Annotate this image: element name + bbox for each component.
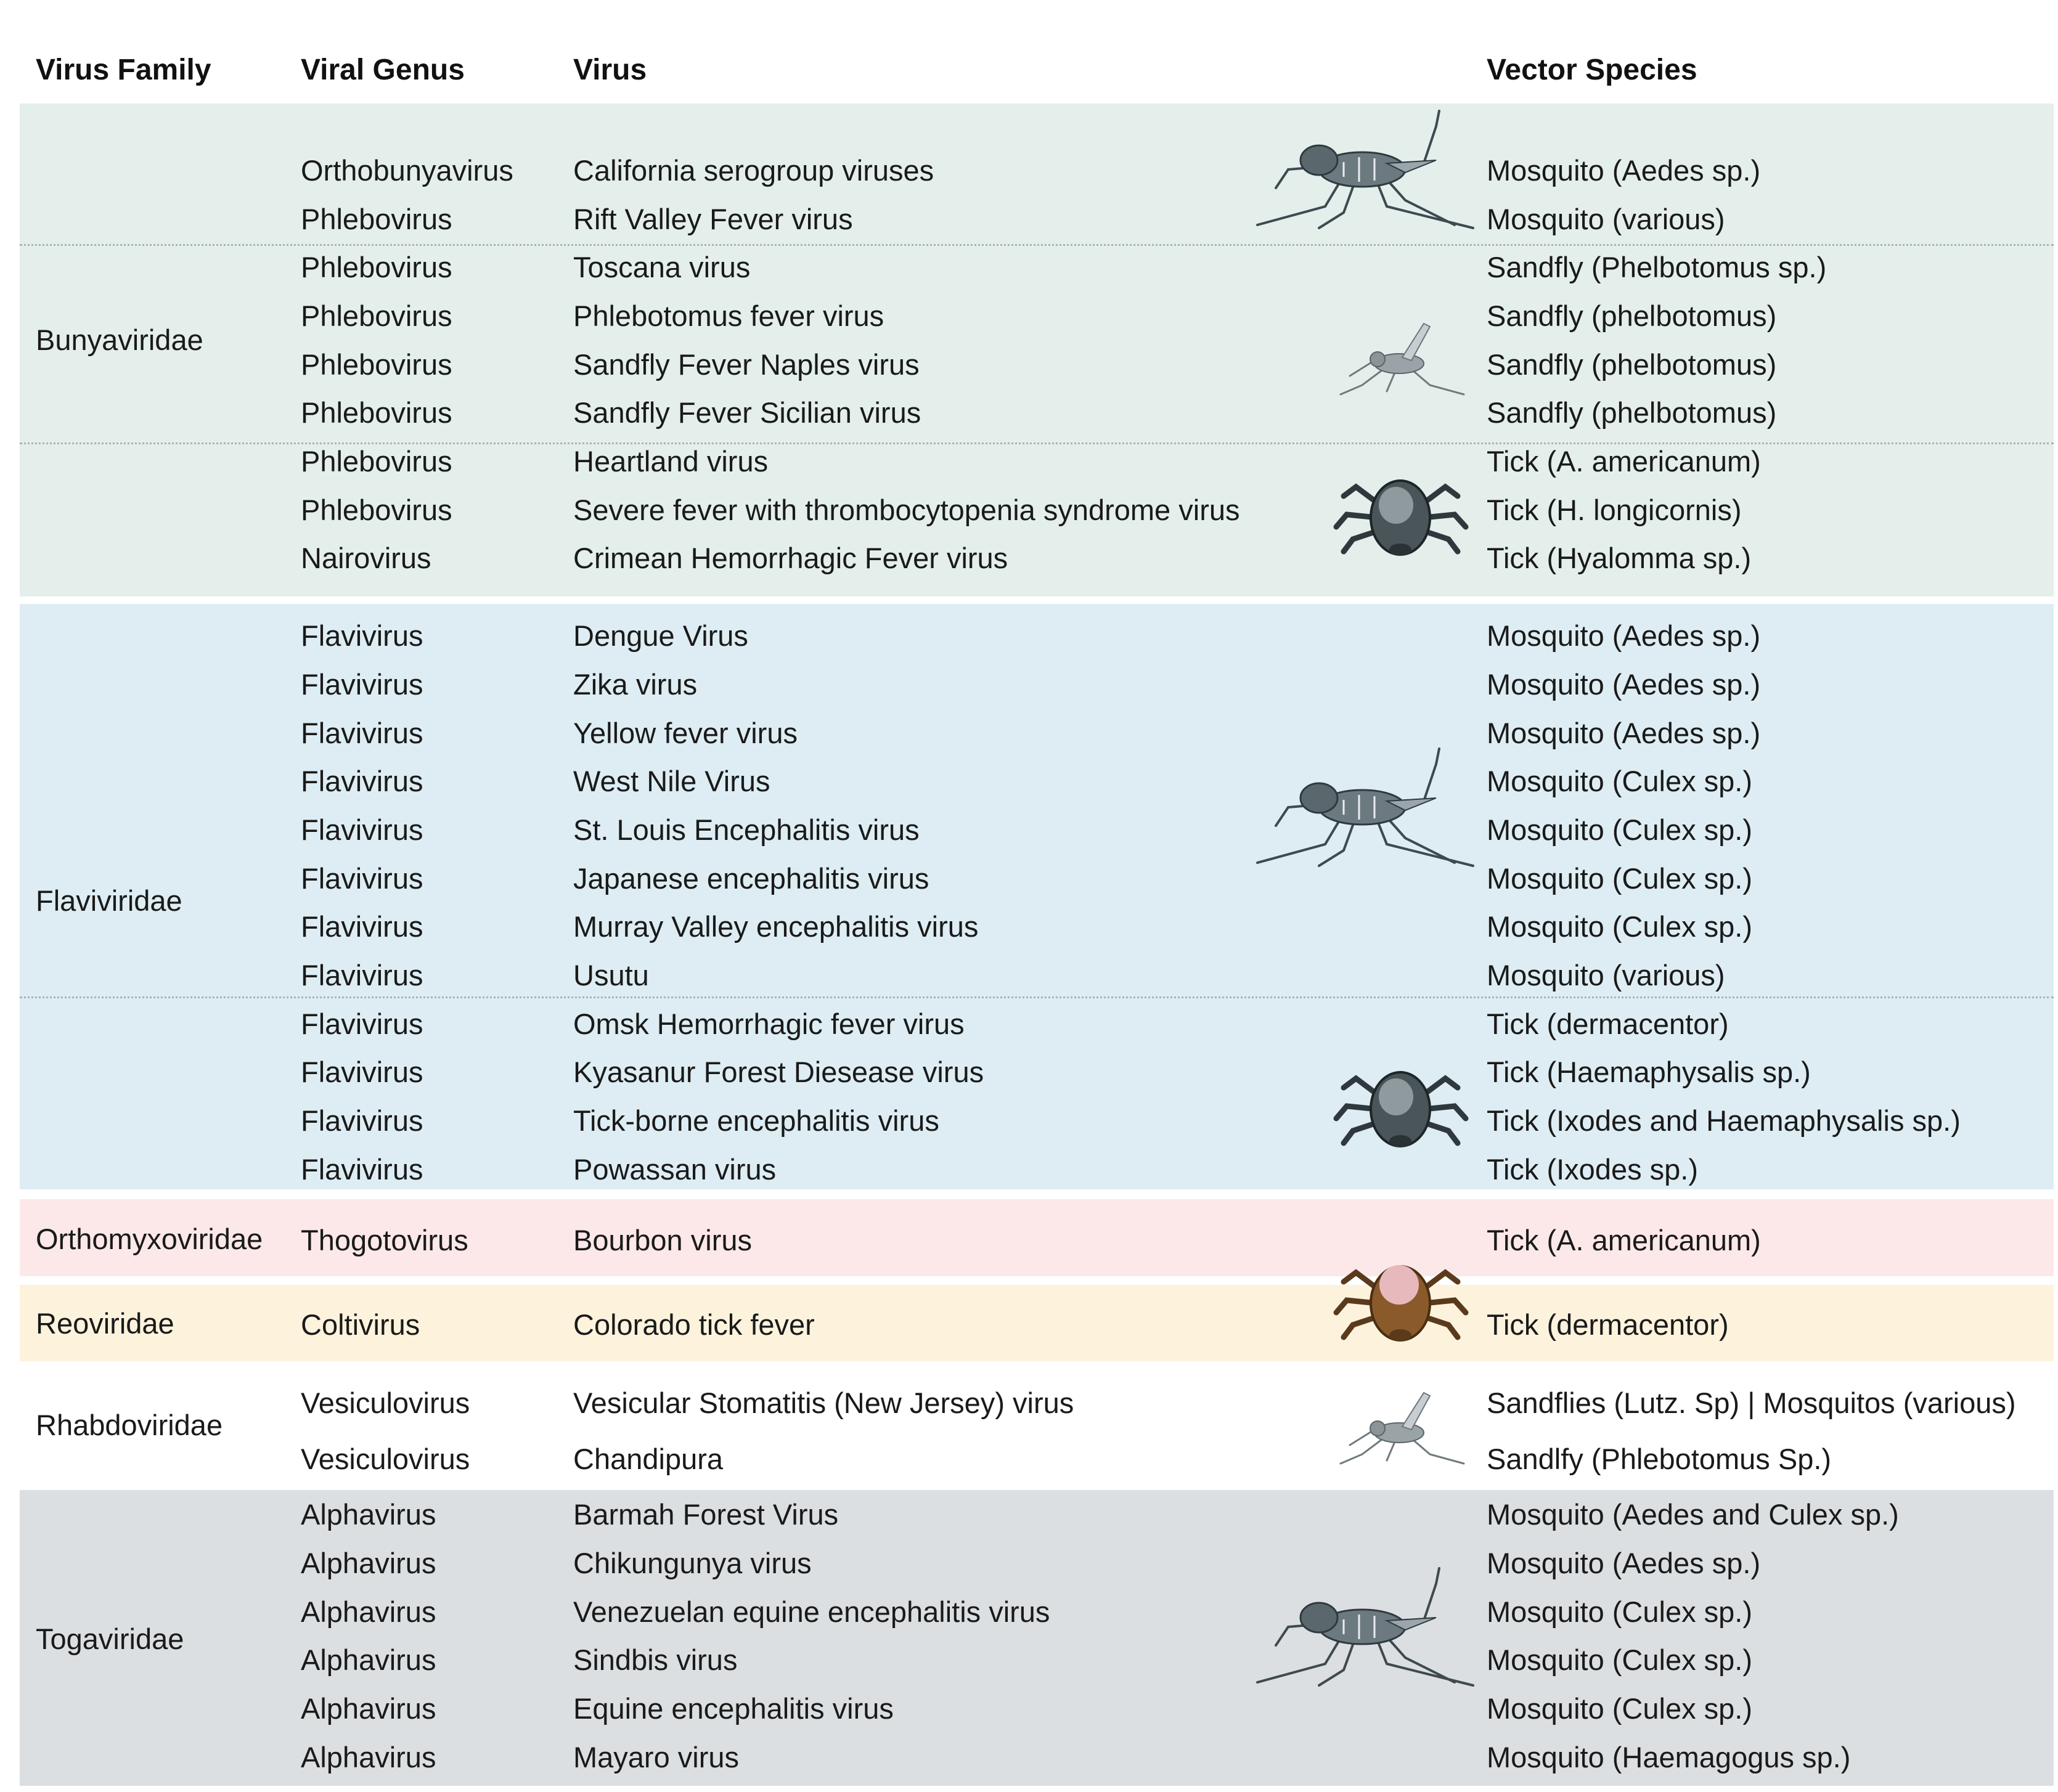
vector-species-cell: Mosquito (Culex sp.) [1487,813,1752,846]
vector-species-cell: Tick (Hyalomma sp.) [1487,542,1752,574]
family-label: Rhabdoviridae [36,1409,223,1441]
vector-species-cell: Mosquito (various) [1487,959,1725,992]
vector-species-cell: Mosquito (Haemagogus sp.) [1487,1741,1851,1774]
tick-icon [1331,1060,1470,1149]
virus-name-cell: Mayaro virus [573,1741,740,1774]
virus-name-cell: Phlebotomus fever virus [573,299,884,332]
vector-species-cell: Mosquito (Culex sp.) [1487,765,1752,797]
virus-name-cell: St. Louis Encephalitis virus [573,813,920,846]
vector-species-cell: Mosquito (Aedes sp.) [1487,717,1761,749]
mosquito-icon [1251,108,1479,231]
vector-species-cell: Mosquito (Culex sp.) [1487,1595,1752,1628]
vector-species-cell: Tick (Haemaphysalis sp.) [1487,1056,1811,1088]
viral-genus-cell: Alphavirus [301,1498,436,1531]
vector-species-cell: Sandfly (Phelbotomus sp.) [1487,251,1827,283]
virus-name-cell: Omsk Hemorrhagic fever virus [573,1008,965,1040]
virus-name-cell: Japanese encephalitis virus [573,862,929,895]
virus-name-cell: Severe fever with thrombocytopenia syndrome virus [573,494,1240,526]
viral-genus-cell: Phlebovirus [301,494,452,526]
viral-genus-cell: Phlebovirus [301,299,452,332]
viral-genus-cell: Flavivirus [301,959,423,992]
header-virus: Virus [573,54,647,86]
virus-name-cell: Sandfly Fever Sicilian virus [573,396,921,429]
family-label: Orthomyxoviridae [36,1223,263,1255]
virus-name-cell: Heartland virus [573,445,769,478]
viral-genus-cell: Flavivirus [301,619,423,652]
tick-icon [1331,1254,1470,1343]
viral-genus-cell: Coltivirus [301,1308,420,1341]
vector-species-cell: Sandfly (phelbotomus) [1487,396,1777,429]
viral-genus-cell: Phlebovirus [301,396,452,429]
vector-species-cell: Mosquito (various) [1487,203,1725,235]
viral-genus-cell: Phlebovirus [301,348,452,381]
mosquito-icon [1251,1565,1479,1688]
family-label: Togaviridae [36,1623,184,1655]
virus-name-cell: Chikungunya virus [573,1547,812,1579]
vector-species-cell: Sandfly (phelbotomus) [1487,348,1777,381]
virus-name-cell: Sandfly Fever Naples virus [573,348,920,381]
virus-name-cell: Vesicular Stomatitis (New Jersey) virus [573,1387,1074,1419]
vector-species-cell: Mosquito (Aedes sp.) [1487,154,1761,187]
virus-name-cell: Crimean Hemorrhagic Fever virus [573,542,1008,574]
vector-species-cell: Mosquito (Culex sp.) [1487,1643,1752,1676]
family-label: Bunyaviridae [36,324,203,356]
mosquito-icon [1251,746,1479,869]
virus-name-cell: Venezuelan equine encephalitis virus [573,1595,1050,1628]
viral-genus-cell: Flavivirus [301,813,423,846]
viral-genus-cell: Flavivirus [301,1153,423,1186]
viral-genus-cell: Orthobunyavirus [301,154,513,187]
viral-genus-cell: Flavivirus [301,910,423,943]
virus-name-cell: Murray Valley encephalitis virus [573,910,979,943]
vector-species-cell: Sandlfy (Phlebotomus Sp.) [1487,1443,1832,1475]
header-virus-family: Virus Family [36,54,211,86]
virus-name-cell: Tick-borne encephalitis virus [573,1104,939,1137]
vector-species-cell: Mosquito (Aedes and Culex sp.) [1487,1498,1899,1531]
vector-species-cell: Tick (A. americanum) [1487,445,1761,478]
virus-name-cell: Powassan virus [573,1153,777,1186]
viral-genus-cell: Alphavirus [301,1547,436,1579]
virus-name-cell: Bourbon virus [573,1224,752,1256]
viral-genus-cell: Alphavirus [301,1595,436,1628]
vector-species-cell: Tick (A. americanum) [1487,1224,1761,1256]
viral-genus-cell: Flavivirus [301,717,423,749]
viral-genus-cell: Flavivirus [301,668,423,701]
vector-species-cell: Tick (dermacentor) [1487,1308,1729,1341]
virus-name-cell: Yellow fever virus [573,717,798,749]
viral-genus-cell: Phlebovirus [301,251,452,283]
viral-genus-cell: Flavivirus [301,862,423,895]
virus-name-cell: Equine encephalitis virus [573,1692,894,1725]
virus-name-cell: Usutu [573,959,649,992]
virus-name-cell: Chandipura [573,1443,724,1475]
virus-name-cell: Barmah Forest Virus [573,1498,839,1531]
viral-genus-cell: Alphavirus [301,1643,436,1676]
viral-genus-cell: Flavivirus [301,765,423,797]
family-label: Flaviviridae [36,884,182,917]
virus-name-cell: Rift Valley Fever virus [573,203,853,235]
vector-species-cell: Mosquito (Culex sp.) [1487,910,1752,943]
virus-name-cell: Sindbis virus [573,1643,738,1676]
header-viral-genus: Viral Genus [301,54,465,86]
header-vector-species: Vector Species [1487,54,1697,86]
virus-name-cell: West Nile Virus [573,765,770,797]
sandfly-icon [1337,1387,1467,1467]
vector-species-cell: Mosquito (Aedes sp.) [1487,1547,1761,1579]
tick-icon [1331,468,1470,558]
viral-genus-cell: Vesiculovirus [301,1387,470,1419]
virus-name-cell: Kyasanur Forest Diesease virus [573,1056,984,1088]
virus-name-cell: Colorado tick fever [573,1308,815,1341]
vector-species-cell: Sandflies (Lutz. Sp) | Mosquitos (various) [1487,1387,2016,1419]
divider-line [20,244,2054,246]
vector-species-cell: Sandfly (phelbotomus) [1487,299,1777,332]
vector-species-cell: Tick (H. longicornis) [1487,494,1742,526]
sandfly-icon [1337,317,1467,397]
vector-species-cell: Tick (dermacentor) [1487,1008,1729,1040]
vector-species-cell: Tick (Ixodes and Haemaphysalis sp.) [1487,1104,1961,1137]
virus-name-cell: Dengue Virus [573,619,748,652]
divider-line [20,996,2054,998]
divider-line [20,442,2054,444]
viral-genus-cell: Flavivirus [301,1008,423,1040]
viral-genus-cell: Alphavirus [301,1741,436,1774]
viral-genus-cell: Flavivirus [301,1056,423,1088]
viral-genus-cell: Phlebovirus [301,203,452,235]
virus-name-cell: Zika virus [573,668,698,701]
vector-species-cell: Mosquito (Culex sp.) [1487,1692,1752,1725]
vector-species-cell: Mosquito (Aedes sp.) [1487,668,1761,701]
vector-species-cell: Mosquito (Culex sp.) [1487,862,1752,895]
viral-genus-cell: Vesiculovirus [301,1443,470,1475]
viral-genus-cell: Thogotovirus [301,1224,468,1256]
virus-name-cell: California serogroup viruses [573,154,934,187]
viral-genus-cell: Alphavirus [301,1692,436,1725]
vector-species-cell: Mosquito (Aedes sp.) [1487,619,1761,652]
family-label: Reoviridae [36,1307,174,1340]
viral-genus-cell: Flavivirus [301,1104,423,1137]
virus-name-cell: Toscana virus [573,251,751,283]
vector-species-cell: Tick (Ixodes sp.) [1487,1153,1698,1186]
viral-genus-cell: Phlebovirus [301,445,452,478]
viral-genus-cell: Nairovirus [301,542,431,574]
